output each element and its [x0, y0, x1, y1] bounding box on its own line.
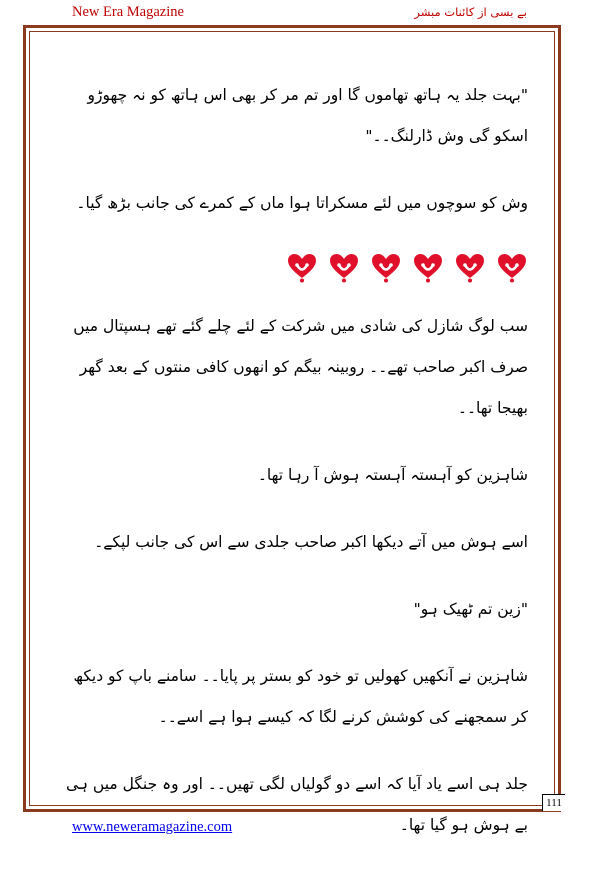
heart-ornament-icon	[412, 251, 444, 283]
paragraph: سب لوگ شازل کی شادی میں شرکت کے لئے چلے گئے تھے ہسپتال میں صرف اکبر صاحب تھے۔۔ روبینہ بیگم کو انھوں کافی منتوں کے بعد گھر بھیجا تھا۔۔	[73, 317, 528, 417]
footer-website-link[interactable]: www.neweramagazine.com	[72, 819, 233, 835]
paragraph: اسے ہوش میں آتے دیکھا اکبر صاحب جلدی سے اس کی جانب لپکے۔	[94, 533, 528, 551]
paragraph: وش کو سوچوں میں لئے مسکراتا ہوا ماں کے کمرے کی جانب بڑھ گیا۔	[76, 194, 528, 212]
heart-ornament-icon	[328, 251, 360, 283]
magazine-name: New Era Magazine	[72, 4, 184, 20]
heart-divider	[66, 250, 528, 284]
paragraph: جلد ہی اسے یاد آیا کہ اسے دو گولیاں لگی تھیں۔۔ اور وہ جنگل میں ہی بے ہوش ہو گیا تھا۔	[65, 775, 528, 834]
heart-ornament-icon	[370, 251, 402, 283]
heart-ornament-icon	[454, 251, 486, 283]
dialogue-paragraph: "زین تم ٹھیک ہو"	[413, 600, 528, 618]
heart-ornament-icon	[286, 251, 318, 283]
heart-ornament-icon	[496, 251, 528, 283]
paragraph: شاہزین کو آہستہ آہستہ ہوش آ رہا تھا۔	[257, 466, 528, 484]
novel-title: بے بسی از کائنات مبشر	[414, 5, 527, 19]
story-body	[66, 75, 528, 872]
paragraph: "بہت جلد یہ ہاتھ تھاموں گا اور تم مر کر بھی اس ہاتھ کو نہ چھوڑو اسکو گی وش ڈارلنگ۔۔"	[87, 86, 528, 145]
page-number: 111	[542, 794, 565, 811]
paragraph: شاہزین نے آنکھیں کھولیں تو خود کو بستر پر پایا۔۔ سامنے باپ کو دیکھ کر سمجھنے کی کوشش کرنے لگا کہ کیسے ہوا ہے اسے۔۔	[73, 667, 528, 726]
